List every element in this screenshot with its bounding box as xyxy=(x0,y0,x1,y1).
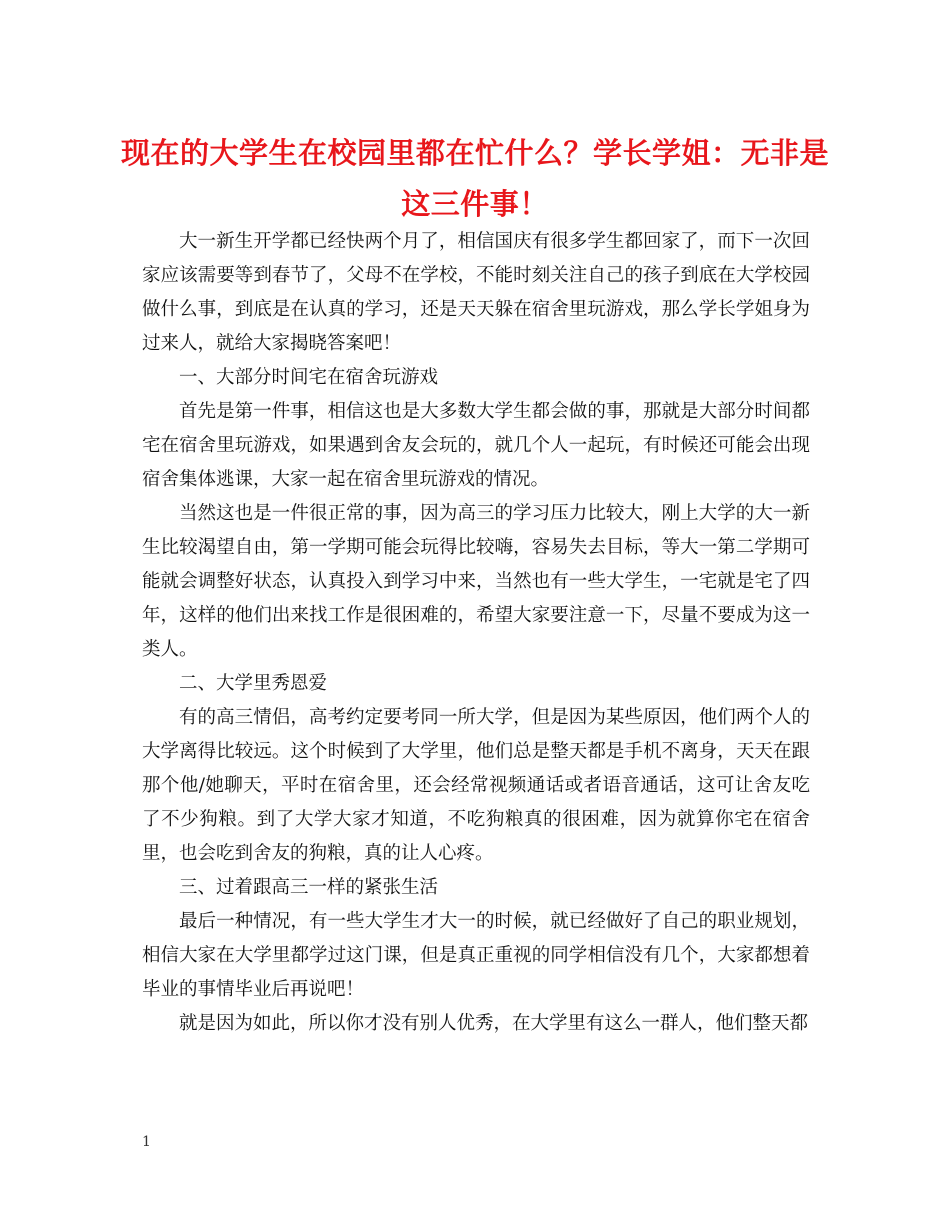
paragraph: 有的高三情侣，高考约定要考同一所大学，但是因为某些原因，他们两个人的大学离得比较远。这个时候到了大学里，他们总是整天都是手机不离身，天天在跟那个他/她聊天，平时在宿舍里，还会经常视频通话或者语音通话，这可让舍友吃了不少狗粮。到了大学大家才知道，不吃狗粮真的很困难，因为就算你宅在宿舍里，也会吃到舍友的狗粮，真的让人心疼。 xyxy=(142,707,810,864)
paragraph: 首先是第一件事，相信这也是大多数大学生都会做的事，那就是大部分时间都宅在宿舍里玩游戏，如果遇到舍友会玩的，就几个人一起玩，有时候还可能会出现宿舍集体逃课，大家一起在宿舍里玩游戏的情况。 xyxy=(142,401,810,490)
document-title: 现在的大学生在校园里都在忙什么？学长学姐：无非是这三件事！ xyxy=(120,136,829,221)
paragraph-intro: 大一新生开学都已经快两个月了，相信国庆有很多学生都回家了，而下一次回家应该需要等到春节了，父母不在学校，不能时刻关注自己的孩子到底在大学校园做什么事，到底是在认真的学习，还是天天躲在宿舍里玩游戏，那么学长学姐身为过来人，就给大家揭晓答案吧！ xyxy=(142,231,810,354)
paragraph: 就是因为如此，所以你才没有别人优秀，在大学里有这么一群人，他们整天都 xyxy=(179,1013,809,1034)
paragraph: 最后一种情况，有一些大学生才大一的时候，就已经做好了自己的职业规划，相信大家在大学里都学过这门课，但是真正重视的同学相信没有几个，大家都想着毕业的事情毕业后再说吧！ xyxy=(142,911,810,1000)
paragraph: 当然这也是一件很正常的事，因为高三的学习压力比较大，刚上大学的大一新生比较渴望自由，第一学期可能会玩得比较嗨，容易失去目标，等大一第二学期可能就会调整好状态，认真投入到学习中来，当然也有一些大学生，一宅就是宅了四年，这样的他们出来找工作是很困难的，希望大家要注意一下，尽量不要成为这一类人。 xyxy=(142,503,810,660)
section-heading-1: 一、大部分时间宅在宿舍玩游戏 xyxy=(179,367,439,388)
section-heading-2: 二、大学里秀恩爱 xyxy=(179,673,328,694)
section-heading-3: 三、过着跟高三一样的紧张生活 xyxy=(179,877,439,898)
document-body xyxy=(142,225,810,1041)
page-number: 1 xyxy=(142,1134,151,1150)
